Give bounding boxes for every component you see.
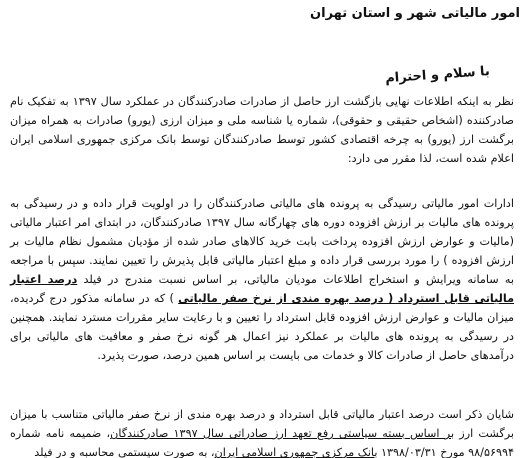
paragraph-2-text-a: ادارات امور مالیاتی رسیدگی به پرونده های مالیاتی صادرکنندگان را در اولویت قرار داده و در رسیدگی به پرونده های مالیات بر ارزش افزوده دوره های چهارگانه سال ۱۳۹۷ صادرکنندگان، در ابتدای امر اعتبار مالیاتی (مالیات و عوارض ارزش افزوده پرداخت بابت خرید کالاهای صادر شده از مؤدیان مشمول نظام مالیات بر ارزش افزوده ) را مورد بررسی قرار داده و مبلغ اعتبار مالیاتی قابل پذیرش را تعیین نمایند. سپس با مراجعه به سامانه ویرایش و استخراج اطلاعات مودیان مالیاتی، بر اساس نسبت مندرج در فیلد — [10, 197, 514, 286]
paragraph-2-underlined: درصد اعتبار مالیاتی قابل استرداد ( درصد بهره مندی از نرخ صفر مالیاتی — [10, 273, 514, 305]
paragraph-3-underlined-1: بر اساس بسته سیاستی رفع تعهد ارز صادراتی سال ۱۳۹۷ صادرکنندگان — [110, 427, 455, 440]
paragraph-3-text-b: ، ضمیمه نامه شماره ۹۸/۵۶۹۹۴ مورخ ۱۳۹۸/۰۳/۳۱ — [10, 427, 514, 458]
letter-header: امور مالیاتی شهر و استان تهران — [310, 6, 520, 21]
paragraph-2-text-b: ) که در سامانه مذکور درج گردیده، میزان مالیات و عوارض ارزش افزوده قابل استرداد را تعیین و با رعایت سایر مقررات مسترد نمایند. همچنین در رسیدگی به پرونده های مالیات بر عملکرد نیز اعمال هر گونه نرخ صفر و معافیت های مالیاتی برای درآمدهای حاصل از صادرات کالا و خدمات می بایست بر اساس همین درصد، صورت پذیرد. — [10, 292, 514, 362]
paragraph-3-underlined-2: بانک مرکزی جمهوری اسلامی ایران — [214, 446, 378, 458]
paragraph-1: نظر به اینکه اطلاعات نهایی بازگشت ارز حاصل از صادرات صادرکنندگان در عملکرد سال ۱۳۹۷ به تفکیک نام صادرکننده (اشخاص حقیقی و حقوقی)، شماره یا شناسه ملی و میزان ارزی (یورو) صادرات به همراه میزان برگشت ارز (یورو) به چرخه اقتصادی کشور توسط صادرکنندگان توسط بانک مرکزی جمهوری اسلامی ایران اعلام شده است، لذا مقرر می دارد: — [10, 95, 514, 165]
paragraph-2 — [10, 194, 514, 365]
paragraph-3-text-c: ، به صورت سیستمی محاسبه و در فیلد — [34, 446, 215, 458]
paragraph-3-text-a: شایان ذکر است درصد اعتبار مالیاتی قابل استرداد و درصد بهره مندی از نرخ صفر مالیاتی متناسب با میزان برگشت ارز — [10, 408, 515, 440]
salutation: با سلام و احترام — [384, 64, 491, 87]
paragraph-3 — [10, 405, 514, 458]
